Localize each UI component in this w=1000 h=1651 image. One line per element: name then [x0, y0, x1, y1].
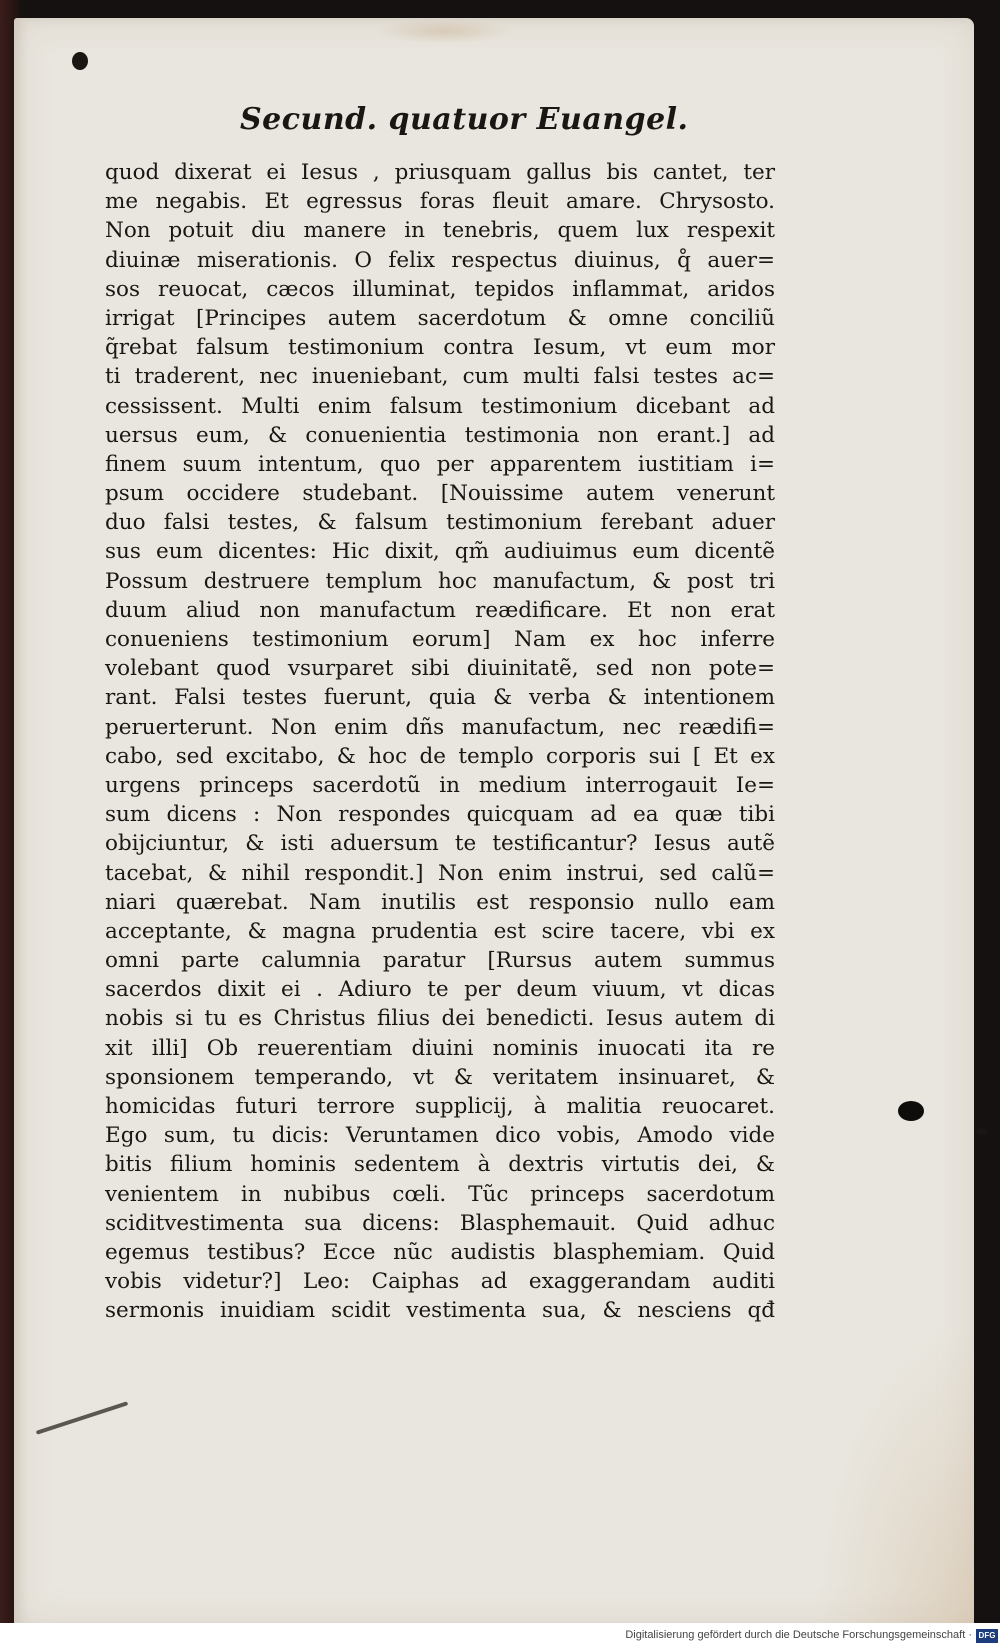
dfg-logo: DFG	[976, 1629, 998, 1643]
text-line: acceptante, & magna prudentia est scire tacere, vbi ex	[105, 918, 775, 944]
text-line: omni parte calumnia paratur [Rursus autem summus	[105, 948, 775, 974]
page-hole-mark	[72, 52, 88, 70]
text-line: ti traderent, nec inueniebant, cum multi falsi testes ac=	[105, 364, 775, 390]
text-line: sponsionem temperando, vt & veritatem insinuaret, &	[105, 1064, 775, 1090]
text-line: sacerdos dixit ei . Adiuro te per deum viuum, vt dicas	[105, 977, 775, 1003]
text-line: obijciuntur, & isti aduersum te testificantur? Iesus autẽ	[105, 831, 775, 857]
text-line: sus eum dicentes: Hic dixit, qm̃ audiuimus eum dicentẽ	[105, 539, 775, 565]
text-line: niari quærebat. Nam inutilis est responsio nullo eam	[105, 889, 775, 915]
text-line: sos reuocat, cæcos illuminat, tepidos inflammat, aridos	[105, 276, 775, 302]
text-line: xit illi] Ob reuerentiam diuini nominis inuocati ita re	[105, 1035, 775, 1061]
text-line: sum dicens : Non respondes quicquam ad ea quæ tibi	[105, 802, 775, 828]
text-line: me negabis. Et egressus foras fleuit amare. Chrysosto.	[105, 189, 775, 215]
text-line: sermonis inuidiam scidit vestimenta sua, & nesciens qđ	[105, 1298, 775, 1324]
running-header: Secund. quatuor Euangel.	[240, 102, 689, 137]
text-line: quod dixerat ei Iesus , priusquam gallus bis cantet, ter	[105, 160, 775, 185]
text-line: urgens princeps sacerdotũ in medium interrogauit Ie=	[105, 772, 775, 798]
text-line: uersus eum, & conuenientia testimonia non erant.] ad	[105, 422, 775, 448]
text-line: volebant quod vsurparet sibi diuinitatẽ, sed non pote=	[105, 656, 775, 682]
text-line: Possum destruere templum hoc manufactum, & post tri	[105, 568, 775, 594]
text-line: q̃rebat falsum testimonium contra Iesum, vt eum mor	[105, 335, 775, 361]
text-line: peruerterunt. Non enim dñs manufactum, nec reædifi=	[105, 714, 775, 740]
text-line: egemus testibus? Ecce nũc audistis blasphemiam. Quid	[105, 1239, 775, 1265]
text-line: nobis si tu es Christus filius dei benedicti. Iesus autem di	[105, 1006, 775, 1032]
text-line: vobis videtur?] Leo: Caiphas ad exaggerandam auditi	[105, 1269, 775, 1295]
ink-speck	[976, 1128, 988, 1135]
text-line: cabo, sed excitabo, & hoc de templo corporis sui [ Et ex	[105, 743, 775, 769]
text-line: cessissent. Multi enim falsum testimonium dicebant ad	[105, 393, 775, 419]
text-line: duum aliud non manufactum reædificare. Et non erat	[105, 597, 775, 623]
body-text	[105, 158, 775, 1326]
text-line: irrigat [Principes autem sacerdotum & omne conciliũ	[105, 305, 775, 331]
text-line: diuinæ miserationis. O felix respectus diuinus, q̊ auer=	[105, 247, 775, 273]
book-page	[14, 18, 974, 1628]
text-line: duo falsi testes, & falsum testimonium ferebant aduer	[105, 510, 775, 536]
digitization-footer	[0, 1623, 1000, 1651]
text-line: conueniens testimonium eorum] Nam ex hoc inferre	[105, 627, 775, 652]
funding-credit: Digitalisierung gefördert durch die Deutsche Forschungsgemeinschaft ·	[625, 1629, 972, 1641]
page-scratch	[36, 1401, 129, 1434]
text-line: homicidas futuri terrore supplicij, à malitia reuocaret.	[105, 1094, 775, 1119]
text-line: Ego sum, tu dicis: Veruntamen dico vobis, Amodo vide	[105, 1123, 775, 1149]
text-line: psum occidere studebant. [Nouissime autem venerunt	[105, 481, 775, 507]
text-line: finem suum intentum, quo per apparentem iustitiam i=	[105, 451, 775, 477]
text-line: tacebat, & nihil respondit.] Non enim instrui, sed calũ=	[105, 860, 775, 886]
text-line: rant. Falsi testes fuerunt, quia & verba & intentionem	[105, 685, 775, 711]
text-line: sciditvestimenta sua dicens: Blasphemauit. Quid adhuc	[105, 1210, 775, 1236]
text-line: Non potuit diu manere in tenebris, quem lux respexit	[105, 218, 775, 244]
text-line: venientem in nubibus cœli. Tũc princeps sacerdotum	[105, 1181, 775, 1207]
ink-blot	[898, 1101, 924, 1121]
text-line: bitis filium hominis sedentem à dextris virtutis dei, &	[105, 1152, 775, 1178]
